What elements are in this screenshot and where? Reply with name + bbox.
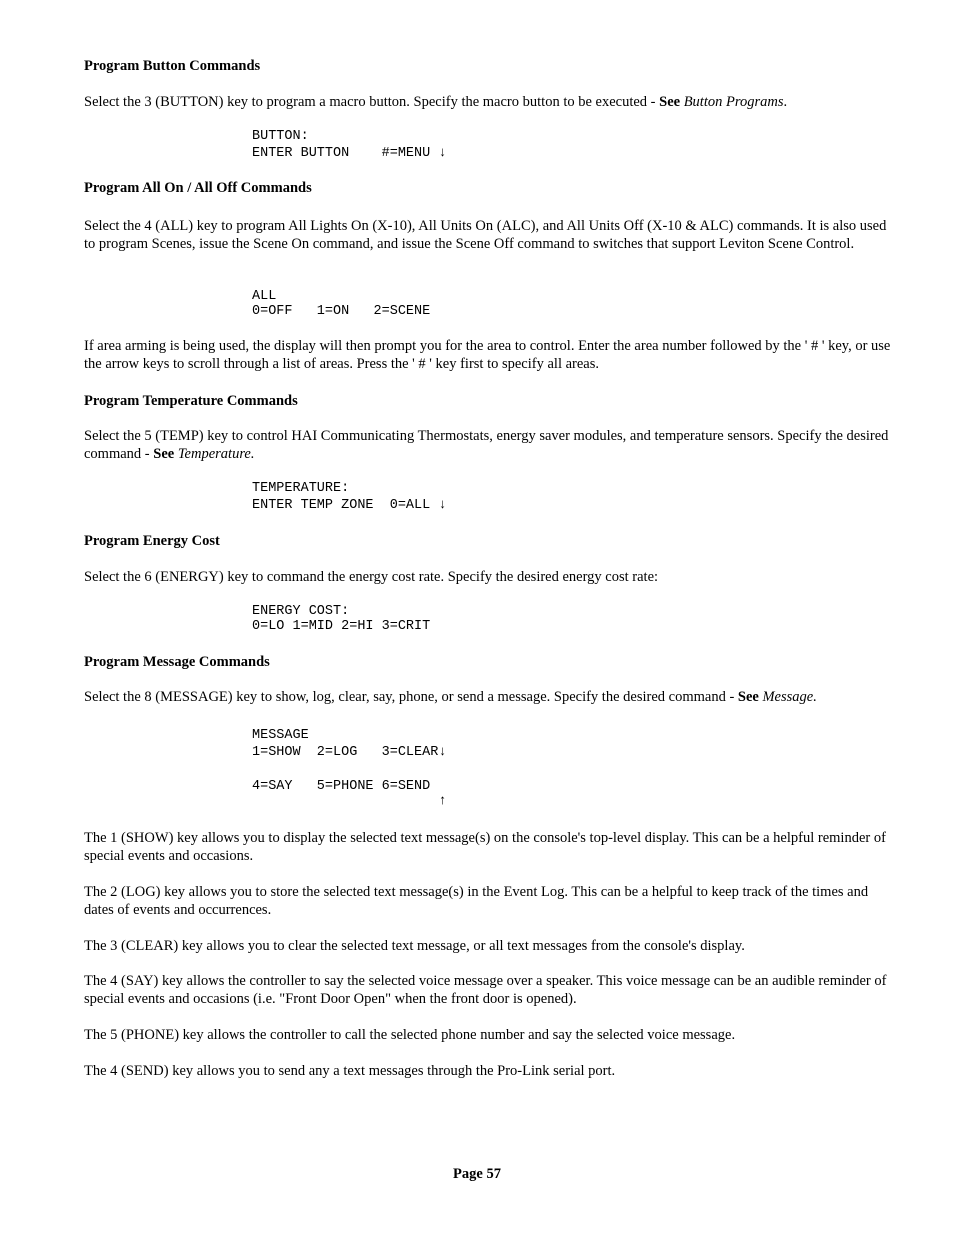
display-button-line2: ENTER BUTTON #=MENU ↓ [252,146,447,161]
ref-temperature: Temperature. [177,446,255,462]
display-energy-line1: ENERGY COST: [252,604,350,619]
display-energy-line2: 0=LO 1=MID 2=HI 3=CRIT [252,619,431,634]
para-send-key: The 4 (SEND) key allows you to send any a text messages through the Pro-Link serial port. [84,1063,616,1079]
para-button-text: Select the 3 (BUTTON) key to program a macro button. Specify the macro button to be executed - [84,94,660,110]
see-label: See [737,689,759,705]
display-message-line1: MESSAGE [252,728,309,743]
heading-energy-cost: Program Energy Cost [84,533,220,549]
see-label: See [153,446,175,462]
para-button-end: . [783,94,788,110]
para-show-key: The 1 (SHOW) key allows you to display the selected text message(s) on the console's top-level display. This can be a helpful reminder of special events and occasions. [84,830,886,864]
para-message-text: Select the 8 (MESSAGE) key to show, log, clear, say, phone, or send a message. Specify the desired command - [84,689,738,705]
para-button-commands [84,93,896,111]
display-message-line2: 1=SHOW 2=LOG 3=CLEAR↓ [252,745,447,760]
para-temperature-commands [84,427,896,463]
para-log-key: The 2 (LOG) key allows you to store the selected text message(s) in the Event Log. This can be a helpful to keep track of the times and dates of events and occurrences. [84,884,869,918]
display-message-line4: ↑ [252,794,447,809]
para-area-arming: If area arming is being used, the display will then prompt you for the area to control. Enter the area number followed by the ' # ' key, or use the arrow keys to scroll through a list of areas. Press the ' # ' key first to specify all areas. [84,338,891,372]
see-label: See [659,94,681,110]
para-energy-cost: Select the 6 (ENERGY) key to command the energy cost rate. Specify the desired energy cost rate: [84,569,659,585]
para-all-commands: Select the 4 (ALL) key to program All Lights On (X-10), All Units On (ALC), and All Units Off (X-10 & ALC) commands. It is also used to program Scenes, issue the Scene On command, and issue the Scene Off command to switches that support Leviton Scene Control. [84,218,887,252]
para-phone-key: The 5 (PHONE) key allows the controller to call the selected phone number and say the selected voice message. [84,1027,736,1043]
heading-button-commands: Program Button Commands [84,58,261,74]
heading-temperature-commands: Program Temperature Commands [84,393,298,409]
display-all-line1: ALL [252,289,277,304]
display-all-line2: 0=OFF 1=ON 2=SCENE [252,304,431,319]
heading-all-commands: Program All On / All Off Commands [84,180,312,196]
para-message-commands [84,688,896,706]
heading-message-commands: Program Message Commands [84,654,270,670]
ref-button-programs: Button Programs [683,94,784,110]
para-say-key: The 4 (SAY) key allows the controller to say the selected voice message over a speaker. This voice message can be an audible reminder of special events and occasions (i.e. "Front Door Open" when the front door is opened). [84,973,887,1007]
para-clear-key: The 3 (CLEAR) key allows you to clear the selected text message, or all text messages from the console's display. [84,938,745,954]
page-number: Page 57 [453,1166,501,1182]
display-temperature-line1: TEMPERATURE: [252,481,350,496]
display-message-line3: 4=SAY 5=PHONE 6=SEND [252,779,431,794]
display-button-line1: BUTTON: [252,129,309,144]
display-temperature-line2: ENTER TEMP ZONE 0=ALL ↓ [252,498,447,513]
ref-message: Message. [762,689,817,705]
para-temperature-text: Select the 5 (TEMP) key to control HAI Communicating Thermostats, energy saver modules, and temperature sensors. Specify the desired command - [84,428,889,462]
